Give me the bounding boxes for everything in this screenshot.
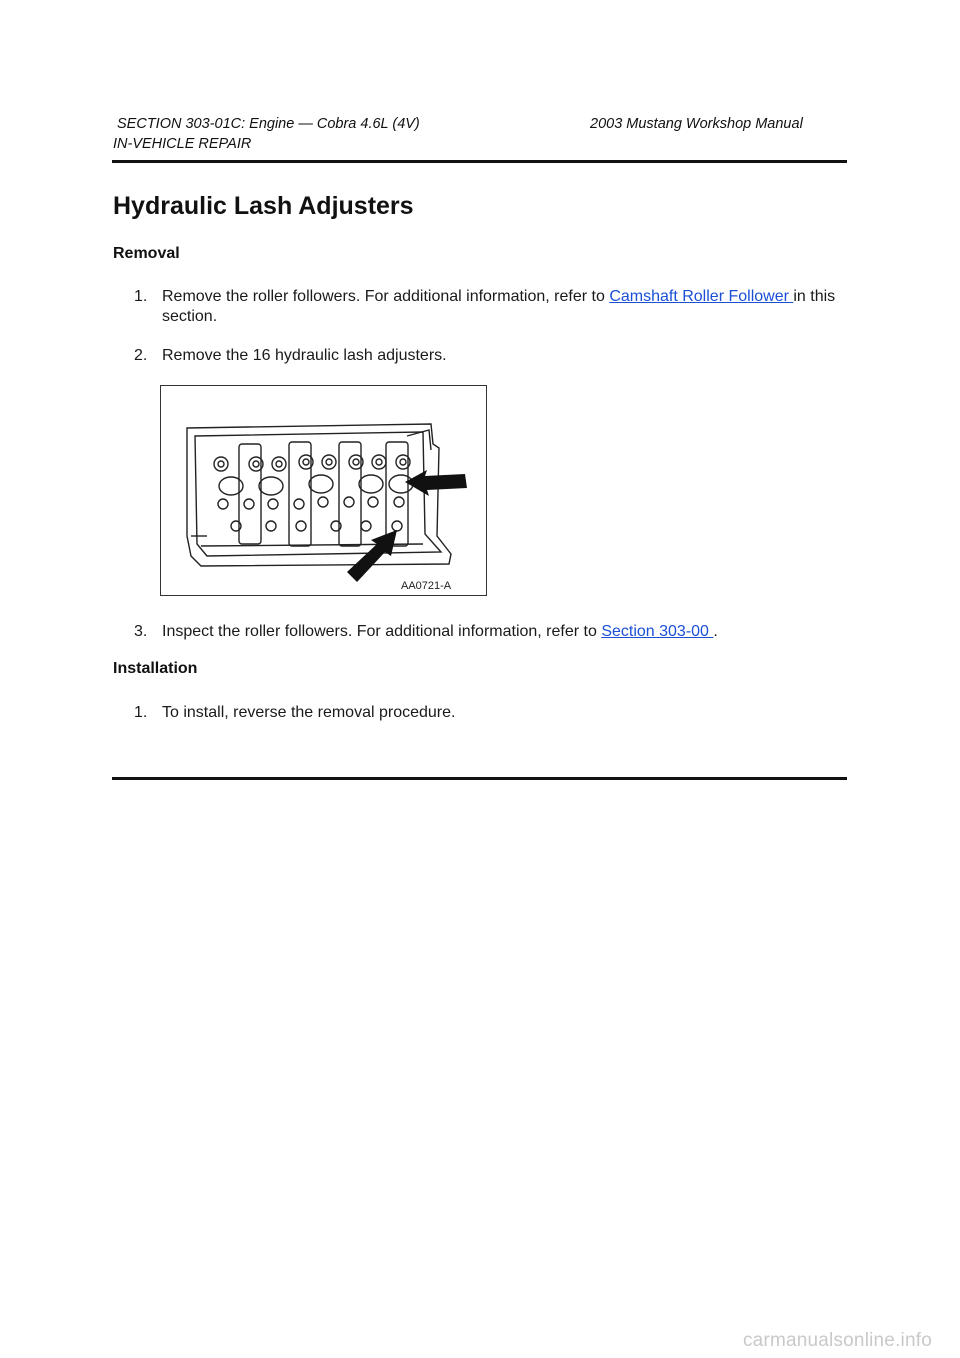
site-watermark: carmanualsonline.info [742,1330,932,1351]
removal-step-3 [134,622,834,642]
step-text-line2: section. [162,308,218,325]
step-number: 1. [134,288,148,305]
removal-heading: Removal [113,245,180,262]
step-text [162,287,835,327]
installation-heading: Installation [113,660,198,677]
camshaft-roller-follower-link[interactable]: Camshaft Roller Follower [609,288,794,305]
cylinder-head-illustration [161,386,486,595]
step-text-after: . [713,623,718,640]
indicator-arrows [347,470,467,582]
header-category: IN-VEHICLE REPAIR [113,136,252,152]
step-text-after: in this [793,288,836,305]
header-manual: 2003 Mustang Workshop Manual [590,116,803,132]
footer-rule [112,777,847,780]
installation-step-1 [134,703,734,723]
removal-step-1 [134,287,846,327]
removal-step-2 [134,346,734,366]
cylinder-head-figure [160,385,487,596]
header-section: SECTION 303-01C: Engine — Cobra 4.6L (4V) [117,116,420,132]
section-303-00-link[interactable]: Section 303-00 [601,623,714,640]
step-text-before: Inspect the roller followers. For additional information, refer to [162,623,602,640]
figure-label: AA0721-A [401,580,452,592]
step-text: Remove the 16 hydraulic lash adjusters. [162,347,447,364]
step-text-before: Remove the roller followers. For additional information, refer to [162,288,610,305]
step-text [162,622,718,642]
header-rule [112,160,847,163]
page-title: Hydraulic Lash Adjusters [113,192,414,220]
step-number: 3. [134,623,148,640]
step-text: To install, reverse the removal procedure. [162,704,456,721]
step-number: 1. [134,704,148,721]
step-number: 2. [134,347,148,364]
